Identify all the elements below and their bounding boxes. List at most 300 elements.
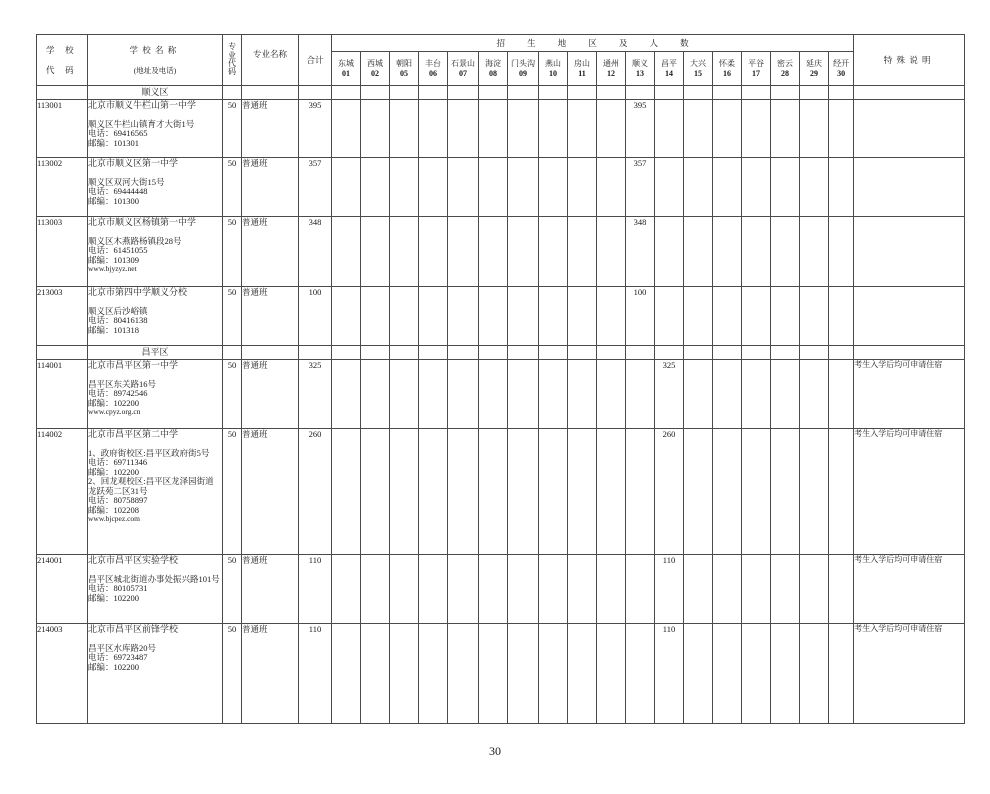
district-quota-cell	[713, 158, 742, 217]
school-info-line: 2、回龙观校区:昌平区龙泽园街道龙跃苑二区31号	[88, 476, 214, 496]
district-quota-cell	[448, 429, 479, 555]
district-quota-cell	[597, 100, 626, 158]
district-quota-cell	[448, 624, 479, 724]
section-empty-cell	[800, 86, 829, 100]
district-quota-cell	[539, 100, 568, 158]
section-empty-cell	[390, 86, 419, 100]
section-label: 昌平区	[88, 346, 223, 360]
major-code-cell: 50	[223, 217, 242, 287]
district-quota-cell	[419, 624, 448, 724]
district-quota-cell	[800, 429, 829, 555]
district-quota-cell	[539, 287, 568, 346]
district-quota-cell	[361, 360, 390, 429]
school-website: www.bjcpez.com	[88, 514, 140, 524]
section-row	[37, 346, 965, 360]
section-empty-cell	[448, 86, 479, 100]
remarks-cell: 考生入学后均可申请住宿	[854, 624, 965, 724]
school-info-line: 邮编：101301	[88, 137, 140, 148]
district-quota-cell	[742, 429, 771, 555]
remarks-header	[854, 35, 965, 86]
district-quota-cell	[597, 287, 626, 346]
district-header-06	[419, 52, 448, 86]
school-name: 北京市昌平区第二中学	[88, 429, 179, 439]
school-name: 北京市顺义牛栏山第一中学	[88, 100, 197, 110]
district-quota-cell: 348	[626, 217, 655, 287]
major-code-cell: 50	[223, 360, 242, 429]
school-info-line: 邮编：102200	[88, 397, 140, 408]
section-empty-cell	[508, 346, 539, 360]
district-code: 16	[723, 68, 731, 78]
total-cell: 100	[299, 287, 332, 346]
section-empty-cell	[626, 346, 655, 360]
school-name-header	[88, 35, 223, 86]
district-quota-cell	[448, 158, 479, 217]
district-quota-cell	[829, 360, 854, 429]
district-quota-cell	[742, 217, 771, 287]
district-quota-cell	[771, 429, 800, 555]
district-header-14	[655, 52, 684, 86]
major-code-header	[223, 35, 242, 86]
school-name: 北京市昌平区实验学校	[88, 555, 179, 565]
section-label: 顺义区	[88, 86, 223, 100]
school-info-line: 顺义区后沙峪镇	[88, 305, 148, 316]
district-quota-cell	[829, 429, 854, 555]
remarks-cell: 考生入学后均可申请住宿	[854, 360, 965, 429]
district-header-12	[597, 52, 626, 86]
district-quota-cell	[771, 555, 800, 624]
district-quota-cell	[539, 360, 568, 429]
district-quota-cell	[626, 624, 655, 724]
district-quota-cell	[568, 287, 597, 346]
district-code: 02	[371, 68, 379, 78]
district-quota-cell	[771, 360, 800, 429]
remarks-cell	[854, 217, 965, 287]
district-quota-cell	[448, 287, 479, 346]
school-code-cell: 114002	[37, 429, 88, 555]
district-quota-cell	[539, 158, 568, 217]
district-quota-cell	[829, 555, 854, 624]
district-code: 17	[752, 68, 760, 78]
district-quota-cell	[390, 217, 419, 287]
district-quota-cell	[655, 217, 684, 287]
district-quota-cell	[479, 429, 508, 555]
school-code-cell: 213003	[37, 287, 88, 346]
total-cell: 110	[299, 624, 332, 724]
district-quota-cell	[419, 429, 448, 555]
school-info-line: 电话：80758897	[88, 495, 148, 506]
district-quota-cell	[448, 100, 479, 158]
district-quota-cell	[684, 429, 713, 555]
district-quota-cell	[479, 158, 508, 217]
school-info-line: 顺义区牛栏山镇育才大街1号	[88, 118, 195, 129]
district-quota-cell: 357	[626, 158, 655, 217]
district-code: 10	[549, 68, 557, 78]
district-quota-cell: 325	[655, 360, 684, 429]
table-header	[37, 35, 965, 86]
district-quota-cell	[742, 100, 771, 158]
school-info-line: 电话：69444448	[88, 186, 148, 197]
section-empty-cell	[361, 346, 390, 360]
district-quota-cell	[361, 287, 390, 346]
section-empty-cell	[299, 346, 332, 360]
total-header	[299, 35, 332, 86]
district-quota-cell	[568, 555, 597, 624]
district-quota-cell	[684, 217, 713, 287]
district-quota-cell	[597, 360, 626, 429]
district-code: 30	[837, 68, 846, 78]
district-quota-cell	[479, 555, 508, 624]
district-quota-cell	[829, 217, 854, 287]
district-header-17	[742, 52, 771, 86]
major-code-cell: 50	[223, 624, 242, 724]
district-quota-cell	[713, 217, 742, 287]
district-quota-cell	[742, 287, 771, 346]
school-info-line: 电话：69711346	[88, 457, 148, 468]
district-quota-cell	[568, 100, 597, 158]
section-empty-cell	[448, 346, 479, 360]
district-quota-cell	[508, 287, 539, 346]
school-name-header-title: 学校名称	[129, 44, 181, 55]
district-quota-cell	[800, 624, 829, 724]
district-name: 怀柔	[719, 58, 735, 68]
district-quota-cell	[332, 287, 361, 346]
district-name: 朝阳	[396, 58, 412, 68]
district-header-10	[539, 52, 568, 86]
section-empty-cell	[539, 346, 568, 360]
district-quota-cell	[390, 624, 419, 724]
major-name-cell: 普通班	[242, 360, 299, 429]
section-empty-cell	[742, 346, 771, 360]
district-quota-cell	[390, 100, 419, 158]
district-header-05	[390, 52, 419, 86]
district-quota-cell	[390, 158, 419, 217]
district-quota-cell	[332, 555, 361, 624]
district-quota-cell	[332, 100, 361, 158]
district-quota-cell	[742, 360, 771, 429]
district-name: 平谷	[748, 58, 764, 68]
district-code: 14	[665, 68, 673, 78]
school-info-cell	[88, 624, 223, 724]
district-quota-cell	[626, 429, 655, 555]
school-info-line: 顺义区双河大街15号	[88, 176, 165, 187]
district-name: 通州	[603, 58, 619, 68]
section-empty-cell	[242, 346, 299, 360]
district-quota-cell: 260	[655, 429, 684, 555]
school-code-header	[37, 35, 88, 86]
district-quota-cell	[361, 555, 390, 624]
district-quota-cell	[597, 217, 626, 287]
district-header-09	[508, 52, 539, 86]
district-code: 13	[636, 68, 644, 78]
district-quota-cell	[655, 287, 684, 346]
section-empty-cell	[771, 86, 800, 100]
remarks-cell	[854, 287, 965, 346]
district-quota-cell	[713, 555, 742, 624]
school-info-cell	[88, 360, 223, 429]
table-row	[37, 287, 965, 346]
district-code: 15	[694, 68, 702, 78]
section-empty-cell	[597, 346, 626, 360]
district-quota-cell: 110	[655, 555, 684, 624]
district-quota-cell	[771, 217, 800, 287]
major-code-cell: 50	[223, 429, 242, 555]
school-code-header-line2: 代 码	[46, 65, 78, 76]
region-title-header	[332, 35, 854, 52]
section-empty-cell	[829, 86, 854, 100]
major-code-cell: 50	[223, 158, 242, 217]
district-name: 燕山	[545, 58, 561, 68]
district-quota-cell	[332, 217, 361, 287]
total-cell: 395	[299, 100, 332, 158]
district-quota-cell	[829, 100, 854, 158]
district-quota-cell	[448, 360, 479, 429]
district-quota-cell	[771, 287, 800, 346]
section-empty-cell	[419, 346, 448, 360]
district-code: 29	[810, 68, 818, 78]
school-code-cell: 214003	[37, 624, 88, 724]
district-quota-cell	[419, 100, 448, 158]
school-info-line: 邮编：102200	[88, 661, 140, 672]
district-name: 石景山	[451, 58, 475, 68]
district-quota-cell	[419, 287, 448, 346]
major-name-cell: 普通班	[242, 429, 299, 555]
school-name: 北京市顺义区第一中学	[88, 158, 179, 168]
district-name: 顺义	[632, 58, 648, 68]
district-name: 东城	[338, 58, 354, 68]
section-empty-cell	[713, 86, 742, 100]
major-code-cell: 50	[223, 555, 242, 624]
enrollment-table	[36, 34, 965, 724]
district-header-30	[829, 52, 854, 86]
school-code-header-line1: 学 校	[46, 44, 78, 55]
school-code-cell: 114001	[37, 360, 88, 429]
major-name-header	[242, 35, 299, 86]
section-empty-cell	[539, 86, 568, 100]
district-quota-cell	[479, 360, 508, 429]
district-quota-cell	[829, 158, 854, 217]
school-name: 北京市顺义区杨镇第一中学	[88, 217, 197, 227]
major-code-cell: 50	[223, 287, 242, 346]
district-code: 08	[489, 68, 497, 78]
section-empty-cell	[713, 346, 742, 360]
school-info-line: 邮编：101318	[88, 324, 140, 335]
school-info-cell	[88, 555, 223, 624]
district-quota-cell	[568, 360, 597, 429]
district-name: 延庆	[806, 58, 822, 68]
district-quota-cell: 100	[626, 287, 655, 346]
district-quota-cell	[390, 429, 419, 555]
district-quota-cell	[597, 555, 626, 624]
district-quota-cell	[568, 158, 597, 217]
total-header-text: 合计	[306, 54, 324, 65]
section-empty-cell	[479, 346, 508, 360]
district-name: 丰台	[425, 58, 441, 68]
district-quota-cell	[684, 624, 713, 724]
section-empty-cell	[597, 86, 626, 100]
district-quota-cell	[713, 429, 742, 555]
district-quota-cell	[713, 360, 742, 429]
district-quota-cell	[390, 287, 419, 346]
district-quota-cell	[539, 429, 568, 555]
school-code-cell: 113002	[37, 158, 88, 217]
remarks-cell	[854, 158, 965, 217]
section-empty-cell	[742, 86, 771, 100]
district-quota-cell	[332, 624, 361, 724]
section-empty-cell	[655, 86, 684, 100]
section-empty-cell	[332, 86, 361, 100]
district-header-16	[713, 52, 742, 86]
district-quota-cell	[361, 429, 390, 555]
district-quota-cell	[390, 555, 419, 624]
district-quota-cell	[684, 360, 713, 429]
district-quota-cell	[655, 158, 684, 217]
school-name-header-subtitle: (地址及电话)	[133, 66, 177, 76]
district-quota-cell	[597, 429, 626, 555]
section-empty-cell	[390, 346, 419, 360]
school-website: www.bjyzyz.net	[88, 264, 137, 274]
district-quota-cell	[361, 217, 390, 287]
school-code-cell: 214001	[37, 555, 88, 624]
district-quota-cell	[713, 287, 742, 346]
total-cell: 348	[299, 217, 332, 287]
district-quota-cell	[332, 429, 361, 555]
district-code: 09	[519, 68, 527, 78]
region-title-text: 招生地区及人数	[496, 37, 711, 48]
district-quota-cell	[684, 100, 713, 158]
section-empty-cell	[771, 346, 800, 360]
school-info-cell	[88, 158, 223, 217]
district-header-08	[479, 52, 508, 86]
section-empty-cell	[223, 86, 242, 100]
district-code: 05	[400, 68, 408, 78]
district-quota-cell	[626, 360, 655, 429]
district-name: 房山	[574, 58, 590, 68]
section-empty-cell	[854, 86, 965, 100]
school-name: 北京市昌平区前锋学校	[88, 624, 179, 634]
district-header-29	[800, 52, 829, 86]
district-quota-cell	[568, 217, 597, 287]
school-info-line: 邮编：102200	[88, 592, 140, 603]
major-name-cell: 普通班	[242, 100, 299, 158]
page-number: 30	[489, 744, 501, 758]
major-code-header-text: 专业代码	[228, 42, 236, 77]
school-name: 北京市第四中学顺义分校	[88, 287, 188, 297]
section-empty-cell	[829, 346, 854, 360]
district-quota-cell	[684, 287, 713, 346]
remarks-header-text: 特殊说明	[883, 54, 935, 65]
table-body	[37, 86, 965, 724]
school-info-line: 电话：61451055	[88, 245, 148, 256]
district-quota-cell	[419, 360, 448, 429]
section-empty-cell	[568, 346, 597, 360]
major-name-cell: 普通班	[242, 158, 299, 217]
district-header-11	[568, 52, 597, 86]
remarks-cell	[854, 100, 965, 158]
district-quota-cell	[508, 217, 539, 287]
district-quota-cell	[771, 100, 800, 158]
district-name: 大兴	[690, 58, 706, 68]
district-quota-cell	[742, 624, 771, 724]
table-row	[37, 624, 965, 724]
table-row	[37, 217, 965, 287]
district-quota-cell	[829, 287, 854, 346]
district-quota-cell	[508, 624, 539, 724]
district-quota-cell	[626, 555, 655, 624]
school-info-cell	[88, 287, 223, 346]
district-quota-cell	[568, 624, 597, 724]
district-code: 11	[578, 68, 586, 78]
section-empty-cell	[479, 86, 508, 100]
school-info-line: 电话：89742546	[88, 388, 148, 399]
section-empty-cell	[332, 346, 361, 360]
major-name-cell: 普通班	[242, 287, 299, 346]
major-code-cell: 50	[223, 100, 242, 158]
district-quota-cell	[448, 217, 479, 287]
school-info-cell	[88, 429, 223, 555]
school-info-line: 电话：80105731	[88, 583, 148, 594]
district-quota-cell	[800, 555, 829, 624]
major-name-header-text: 专业名称	[252, 49, 287, 59]
table-row	[37, 360, 965, 429]
section-empty-cell	[655, 346, 684, 360]
district-quota-cell: 395	[626, 100, 655, 158]
school-code-cell: 113003	[37, 217, 88, 287]
district-quota-cell	[800, 158, 829, 217]
district-quota-cell	[829, 624, 854, 724]
district-quota-cell	[419, 217, 448, 287]
section-empty-cell	[684, 86, 713, 100]
district-quota-cell	[539, 624, 568, 724]
district-code: 06	[429, 68, 437, 78]
table-row	[37, 429, 965, 555]
district-name: 昌平	[661, 58, 677, 68]
district-code: 01	[342, 68, 350, 78]
section-empty-cell	[568, 86, 597, 100]
school-info-line: 顺义区木燕路杨镇段28号	[88, 235, 182, 246]
district-quota-cell	[800, 360, 829, 429]
district-quota-cell	[800, 287, 829, 346]
district-quota-cell	[568, 429, 597, 555]
district-name: 经开	[833, 58, 850, 68]
section-empty-cell	[361, 86, 390, 100]
district-quota-cell	[332, 360, 361, 429]
total-cell: 260	[299, 429, 332, 555]
section-empty-cell	[242, 86, 299, 100]
district-quota-cell	[684, 158, 713, 217]
school-info-line: 邮编：101300	[88, 195, 140, 206]
district-quota-cell	[742, 158, 771, 217]
district-quota-cell	[539, 217, 568, 287]
district-quota-cell	[332, 158, 361, 217]
table-row	[37, 158, 965, 217]
section-empty-cell	[37, 346, 88, 360]
district-quota-cell	[361, 624, 390, 724]
district-header-15	[684, 52, 713, 86]
district-quota-cell	[684, 555, 713, 624]
school-info-line: 电话：80416138	[88, 315, 148, 326]
district-quota-cell	[419, 158, 448, 217]
school-info-cell	[88, 100, 223, 158]
section-empty-cell	[419, 86, 448, 100]
section-empty-cell	[854, 346, 965, 360]
district-quota-cell	[713, 624, 742, 724]
remarks-cell: 考生入学后均可申请住宿	[854, 429, 965, 555]
major-name-cell: 普通班	[242, 217, 299, 287]
school-info-line: 昌平区东关路16号	[88, 378, 157, 389]
district-quota-cell	[361, 100, 390, 158]
district-header-02	[361, 52, 390, 86]
school-info-line: 1、政府街校区:昌平区政府街5号	[88, 447, 210, 458]
